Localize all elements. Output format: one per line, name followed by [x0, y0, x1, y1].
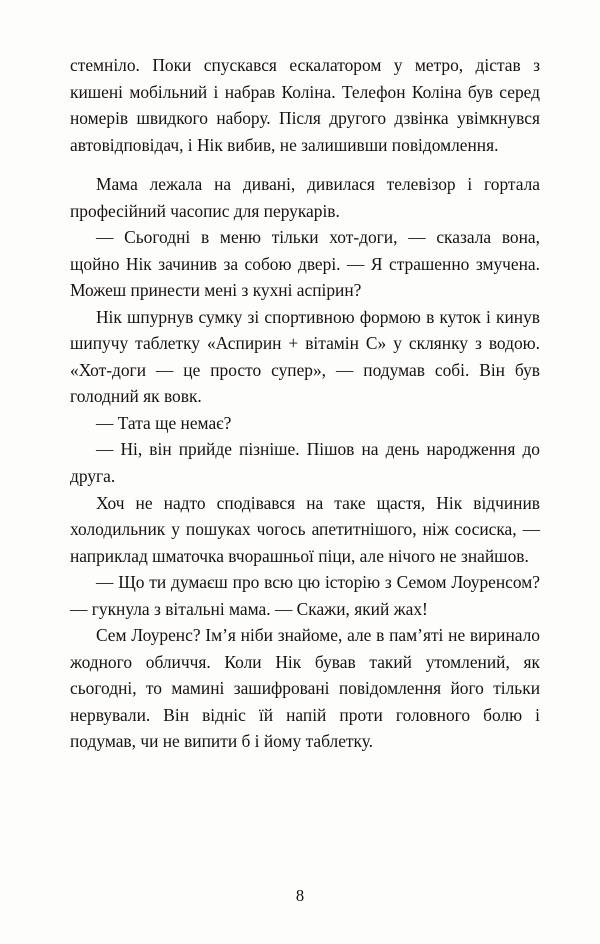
- dialog-line: — Ні, він прийде пізніше. Пішов на день народження до друга.: [70, 439, 540, 486]
- paragraph: Сем Лоуренс? Ім’я ніби знайоме, але в пам’яті не виринало жодного обличчя. Коли Нік бував такий утомлений, як сьогодні, то мамині зашифровані повідомлення його тільки нервували. Він відніс їй напій проти головного болю і подумав, чи не випити б і йому таблетку.: [70, 625, 540, 752]
- paragraph: Хоч не надто сподівався на таке щастя, Нік відчинив холодильник у пошуках чогось апетитнішого, ніж сосиска, — наприклад шматочка вчорашньої піци, але нічого не знайшов.: [70, 492, 540, 566]
- dialog-line: — Сьогодні в меню тільки хот-доги, — сказала вона, щойно Нік зачинив за собою двері. — Я страшенно змучена. Можеш принести мені з кухні аспірин?: [70, 227, 540, 301]
- page-number: 8: [295, 886, 305, 905]
- paragraph: Мама лежала на дивані, дивилася телевізор і гортала професійний часопис для перукарів.: [70, 174, 540, 221]
- paragraph: Нік шпурнув сумку зі спортивною формою в куток і кинув шипучу таблетку «Аспирин + вітамін С» у склянку з водою. «Хот-доги — це просто супер», — подумав собі. Він був голодний як вовк.: [70, 306, 540, 407]
- page-body: [70, 52, 540, 755]
- dialog-line: — Тата ще немає?: [96, 412, 232, 433]
- paragraph-spacer: [70, 158, 540, 171]
- dialog-line: — Що ти думаєш про всю цю історію з Семом Лоуренсом? — гукнула з вітальні мама. — Скажи, який жах!: [70, 572, 540, 619]
- paragraph-continuation: стемніло. Поки спускався ескалатором у метро, дістав з кишені мобільний і набрав Коліна. Телефон Коліна був серед номерів швидкого набору. Після другого дзвінка увімкнувся автовідповідач, і Нік вибив, не залишивши повідомлення.: [70, 55, 540, 155]
